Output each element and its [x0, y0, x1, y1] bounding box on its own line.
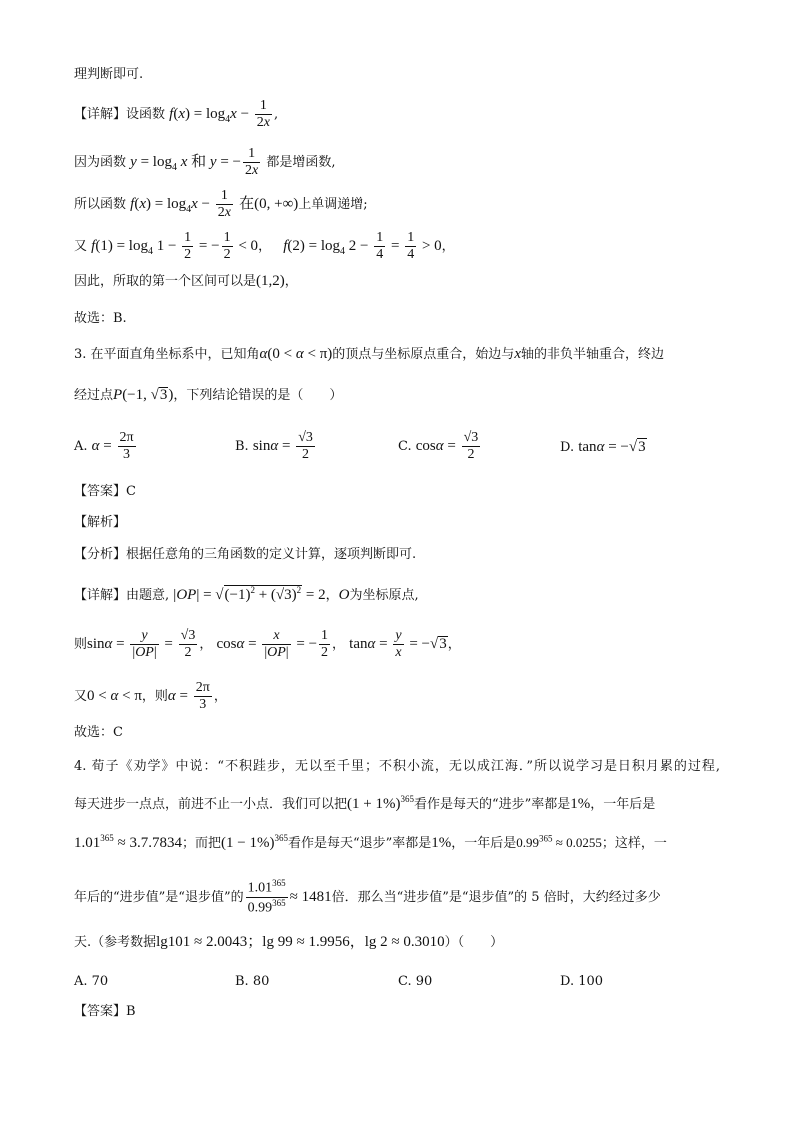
q2-line3-prefix: 所以函数 [74, 197, 127, 213]
q3-stem-line1 [74, 347, 664, 362]
q3-sin-frac1: $\frac{y}{|OP|}$ [132, 628, 157, 661]
q3-detail-label: 【详解】 [74, 588, 127, 603]
q2-f1-lt: < 0 [234, 238, 259, 255]
q2-f1-eq: = − [195, 238, 220, 255]
q2-f1-frac-b: $\frac{1}{2}$ [223, 230, 231, 263]
q4-line3-c: ，一年后是 [451, 836, 517, 851]
q4-regress-value: $0.99^{365} \approx 0.0255$ [516, 833, 602, 850]
q2-line5: 因此，所取的第一个区间可以是(1,2)， [74, 273, 298, 289]
q3-then2: ，则 [141, 689, 168, 705]
q2-line3-fraction: $\frac{1}{2x}$ [217, 188, 231, 221]
q4-option-a: A. 70 [74, 974, 109, 989]
q3-analysis-title: 【解析】 [74, 515, 127, 530]
q2-line3-math: $f(x) = \log_4x$ − [130, 196, 214, 216]
continuation-text: 理判断即可. [74, 67, 144, 82]
q2-line3-suffix: 上单调递增; [298, 197, 368, 213]
q4-line2 [74, 795, 655, 812]
q3-detail-origin: 为坐标原点, [349, 588, 419, 603]
q3-option-d [560, 438, 647, 456]
q3-analysis: 【分析】根据任意角的三角函数的定义计算，逐项判断即可. [74, 547, 417, 562]
q4-regress-expr: $(1 - 1\%)^{365}$ [221, 833, 288, 851]
q2-detail-intro: 设函数 [126, 107, 166, 123]
q3-cos-eq2: = − [292, 636, 318, 653]
q3-option-c-math: cosα = [415, 438, 460, 455]
q4-line4-a: 年后的“进步值”是“退步值”的 [74, 889, 244, 905]
q2-line2-prefix: 因为函数 [74, 155, 127, 171]
q3-option-d-math: tanα = −√3 [578, 439, 646, 455]
q3-cos-frac2: $\frac{1}{2}$ [321, 628, 329, 661]
q4-line5 [74, 935, 503, 950]
q4-line3-d: ；这样，一 [601, 836, 667, 851]
q4-line3-b: 看作是每天“退步”率都是 [287, 836, 432, 851]
q3-sin-frac2: $\frac{√3}{2}$ [180, 628, 196, 661]
q3-stem2-b: ，下列结论错误的是（ ） [173, 388, 343, 403]
q3-option-b [235, 430, 317, 463]
q4-answer: 【答案】B [74, 1004, 136, 1019]
q3-point-p: P(−1, √3) [113, 387, 174, 403]
q4-ref-data: lg101 ≈ 2.0043；lg 99 ≈ 1.9956，lg 2 ≈ 0.3010 [156, 934, 445, 950]
q3-answer: 【答案】C [74, 484, 136, 499]
q3-answer-line: 故选：C [74, 725, 123, 740]
q3-option-a-frac: $\frac{2\pi}{3}$ [119, 430, 134, 463]
q2-line2-suffix: 都是增函数, [266, 155, 336, 171]
q3-tan-eq: tanα = [349, 636, 392, 653]
q4-option-d: D. 100 [560, 974, 604, 989]
q4-percent-1: 1% [570, 796, 591, 812]
q2-line3 [74, 188, 368, 221]
q3-x: x [514, 346, 521, 362]
q2-detail-line: 【详解】设函数 $f(x) = \log_4x$ − $\frac{1}{2x}$ , [74, 98, 279, 131]
q2-f2-eq: = [387, 238, 404, 255]
q2-line2 [74, 146, 336, 179]
q2-line2-fraction: $\frac{1}{2x}$ [245, 146, 259, 179]
q3-option-a-label: A. [74, 439, 88, 455]
q4-option-c: C. 90 [398, 974, 433, 989]
q4-ratio-frac: $\frac{1.01^{365}}{0.99^{365}}$ [247, 878, 286, 916]
q3-option-b-frac: $\frac{√3}{2}$ [298, 430, 313, 463]
q2-f1-frac-a: $\frac{1}{2}$ [184, 230, 192, 263]
q3-stem-c: 轴的非负半轴重合，终边 [520, 347, 664, 362]
q3-stem-a: 3. 在平面直角坐标系中，已知角 [74, 347, 260, 362]
q3-alpha-range: α(0 < α < π) [259, 346, 333, 362]
q2-f2-frac-b: $\frac{1}{4}$ [407, 230, 415, 263]
q2-line3-interval: 在(0, +∞) [239, 196, 299, 213]
q4-line1: 4. 荀子《劝学》中说：“不积跬步，无以至千里；不积小流，无以成江海．”所以说学习是日积月累的过程, [74, 759, 720, 774]
q3-option-c [398, 430, 482, 463]
q3-tan-eq2: = −√3 [405, 636, 447, 653]
q3-o: O [338, 587, 350, 603]
q3-cos-eq: cosα = [216, 636, 261, 653]
q2-fx-formula: $f(x) = \log_4x$ − [169, 106, 253, 126]
q2-line4: 又 $f(1) = \log_4 1$ − $\frac{1}{2}$ = − $\frac{1}{2}$ < 0， $f(2) = \log_4 2$ − $\frac{1}{4}$ = $\frac{1}{4}$ > 0， [74, 230, 455, 263]
q3-alpha-frac: $\frac{2\pi}{3}$ [195, 680, 210, 713]
q4-line3 [74, 834, 667, 851]
q3-option-d-label: D. [560, 440, 575, 455]
q4-percent-2: 1% [431, 835, 452, 851]
q4-line3-a: ；而把 [181, 836, 221, 851]
q3-option-c-label: C. [398, 439, 412, 455]
q3-alpha-bound: 0 < α < π [87, 688, 142, 705]
q4-progress-expr: $(1 + 1\%)^{365}$ [347, 794, 414, 812]
q3-stem-b: 的顶点与坐标原点重合，始边与 [332, 347, 515, 362]
q4-line5-a: 天.（参考数据 [74, 935, 157, 950]
q2-line5-interval: (1,2) [256, 273, 285, 289]
q4-line2-a: 每天进步一点点，前进不止一小点．我们可以把 [74, 797, 348, 812]
q4-option-b: B. 80 [235, 974, 270, 989]
q3-op-length: $|OP| = √(-1)^2 + (√3)^2 = 2$ [173, 585, 326, 603]
q3-trig-line: 则sinα = $\frac{y}{|OP|}$ = $\frac{√3}{2}$ ， cosα = $\frac{x}{|OP|}$ = − $\frac{1}{2}$ ， tanα = $\frac{y}{x}$ = −√3， [74, 628, 461, 661]
q4-line4-b: 倍．那么当“进步值”是“退步值”的 5 倍时，大约经过多少 [331, 889, 661, 905]
q4-line2-b: 看作是每天的“进步”率都是 [413, 797, 571, 812]
q4-line4 [74, 878, 661, 917]
q3-stem2-a: 经过点 [74, 388, 114, 403]
q3-option-b-label: B. [235, 439, 249, 455]
q2-line4-prefix: 又 [74, 239, 88, 255]
q2-line2-math: $y = \log_4 x$ 和 y = − [130, 154, 241, 174]
q3-detail-intro: 由题意, [126, 588, 170, 603]
q3-stem-line2 [74, 387, 342, 403]
q4-line5-b: ）（ ） [444, 935, 504, 950]
q3-tan-frac: $\frac{y}{x}$ [395, 628, 402, 661]
q3-option-b-math: sinα = [252, 438, 295, 455]
q2-f2-gt: > 0 [418, 238, 442, 255]
q2-line5-text: 因此，所取的第一个区间可以是 [74, 274, 257, 289]
q3-sin-eq2: = [160, 636, 177, 653]
q2-fx-fraction: $\frac{1}{2x}$ [256, 98, 270, 131]
q4-ratio-value: ≈ 1481 [289, 888, 332, 905]
q4-line2-c: ，一年后是 [590, 797, 656, 812]
q4-progress-value: $1.01^{365} \approx 3.7.7834$ [74, 833, 182, 851]
q3-detail-line: 【详解】由题意, $|OP| = √(-1)^2 + (√3)^2 = 2$，O为坐标原点, [74, 585, 419, 603]
q3-cos-frac1: $\frac{x}{|OP|}$ [264, 628, 289, 661]
q2-f2-frac-a: $\frac{1}{4}$ [376, 230, 384, 263]
q2-answer-line: 故选：B. [74, 311, 127, 326]
q3-option-a [74, 430, 138, 463]
q3-then: 则 [74, 637, 88, 653]
q2-f2: $f(2) = \log_4 2$ − [283, 238, 373, 258]
q3-option-a-math: α = [91, 438, 116, 455]
q3-sin-eq: sinα = [87, 636, 129, 653]
q3-again-line: 又0 < α < π，则α = $\frac{2\pi}{3}$ ， [74, 680, 227, 713]
q3-option-c-frac: $\frac{√3}{2}$ [463, 430, 479, 463]
q3-again: 又 [74, 689, 88, 705]
q2-detail-label: 【详解】 [74, 107, 127, 123]
q3-alpha-eq: α = [167, 688, 192, 705]
q2-f1: $f(1) = \log_4 1$ − [91, 238, 181, 258]
